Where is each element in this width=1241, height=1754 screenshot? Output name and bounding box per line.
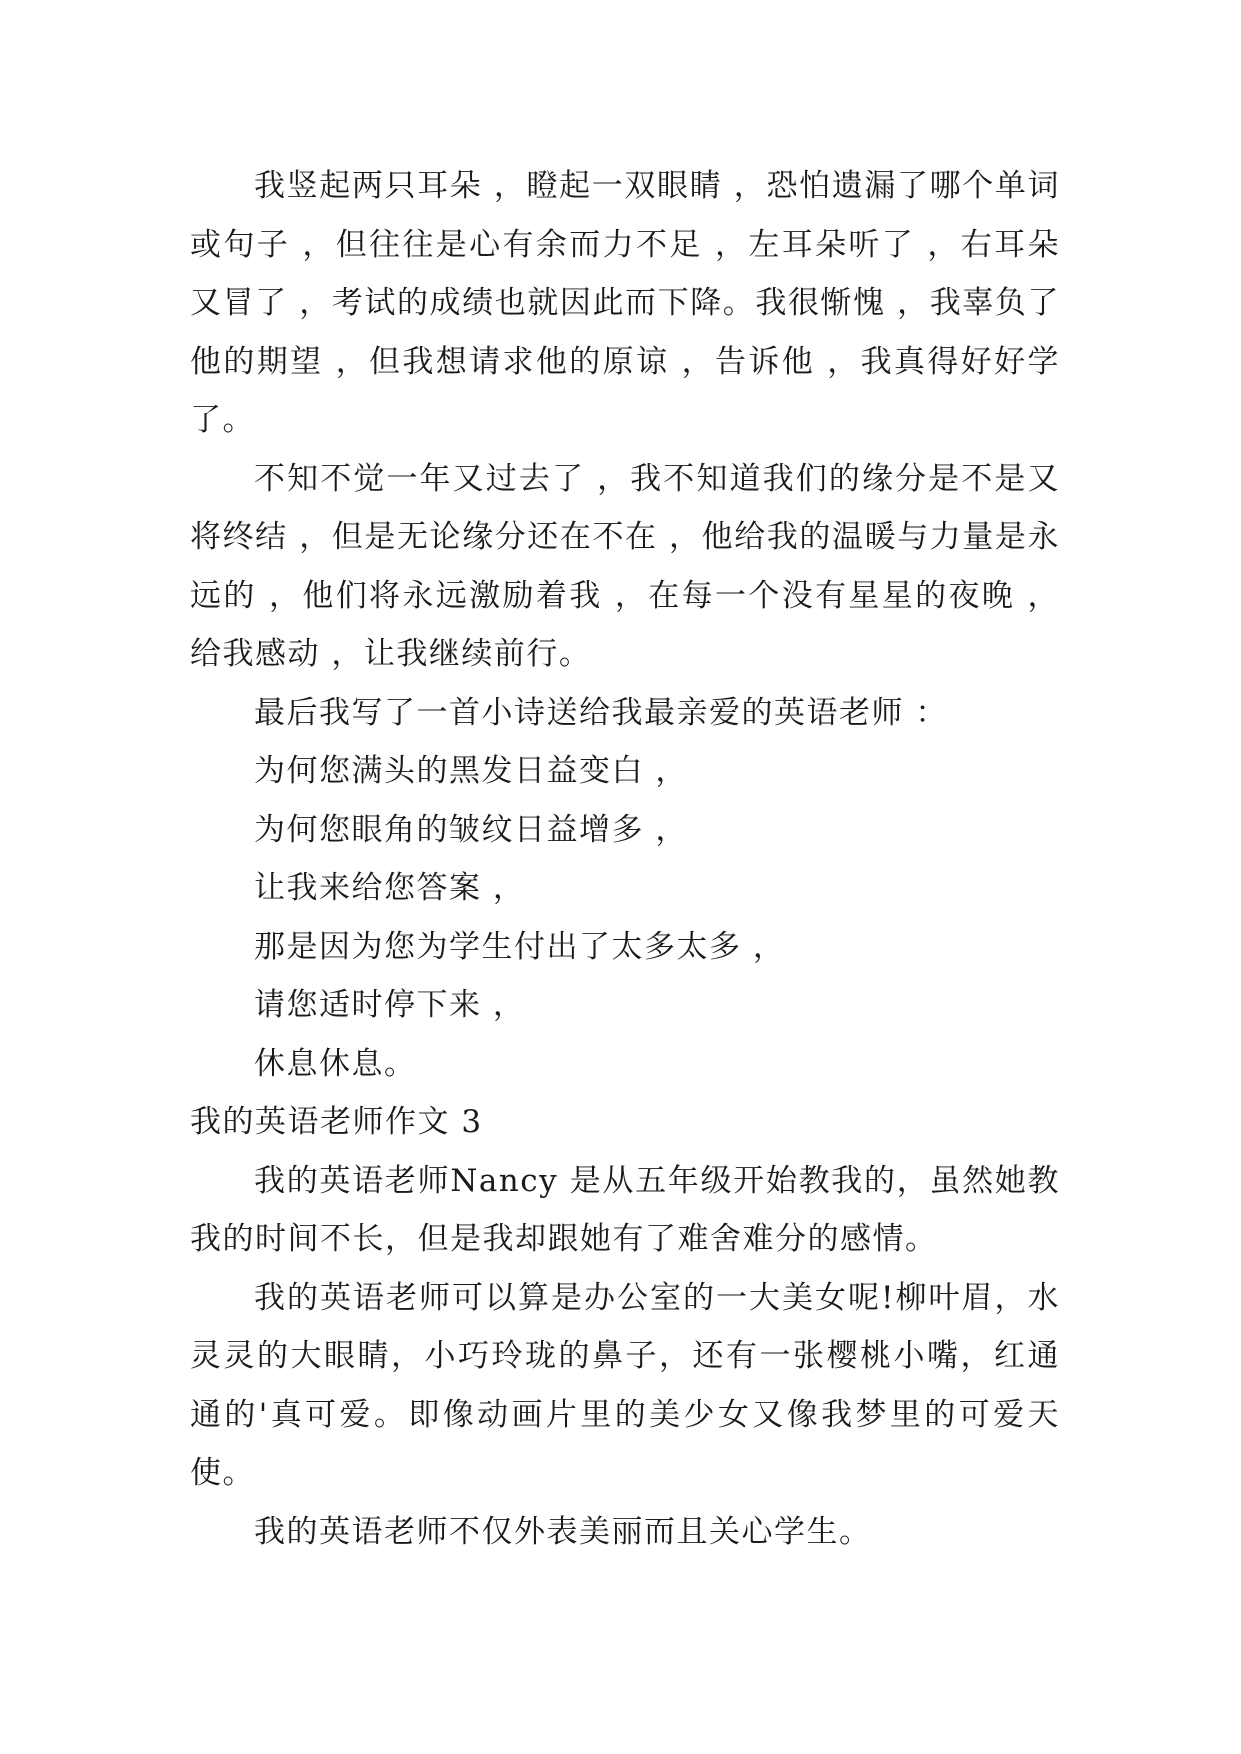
paragraph: 不知不觉一年又过去了 ，我不知道我们的缘分是不是又将终结 ，但是无论缘分还在不在 ，他给我的温暖与力量是永远的 ，他们将永远激励着我 ，在每一个没有星星的夜晚 ，给我感动 ，让我继续前行。 [190, 460, 1060, 672]
poem-intro: 最后我写了一首小诗送给我最亲爱的英语老师 ： [254, 694, 948, 731]
poem-line: 那是因为您为学生付出了太多太多 ， [254, 928, 786, 965]
paragraph: 我竖起两只耳朵 ，瞪起一双眼睛 ，恐怕遗漏了哪个单词或句子 ，但往往是心有余而力不足 ，左耳朵听了 ，右耳朵又冒了 ，考试的成绩也就因此而下降。我很惭愧 ，我辜负了他的期望 ，但我想请求他的原谅 ，告诉他 ，我真得好好学了。 [190, 168, 1060, 438]
paragraph: 我的英语老师Nancy 是从五年级开始教我的，虽然她教我的时间不长，但是我却跟她有了难舍难分的感情。 [190, 1162, 1060, 1257]
poem-line: 让我来给您答案 ， [254, 870, 526, 906]
poem-line: 为何您满头的黑发日益变白 ， [254, 753, 688, 789]
document-body [190, 157, 1060, 1561]
poem-line: 为何您眼角的皱纹日益增多 ， [254, 811, 688, 848]
paragraph: 我的英语老师不仅外表美丽而且关心学生。 [254, 1513, 872, 1550]
paragraph: 我的英语老师可以算是办公室的一大美女呢!柳叶眉，水灵灵的大眼睛，小巧玲珑的鼻子，还有一张樱桃小嘴，红通通的'真可爱。即像动画片里的美少女又像我梦里的可爱天使。 [190, 1279, 1060, 1491]
section-heading: 我的英语老师作文 3 [190, 1104, 483, 1140]
poem-line: 休息休息。 [254, 1045, 417, 1082]
poem-line: 请您适时停下来 ， [254, 987, 526, 1023]
